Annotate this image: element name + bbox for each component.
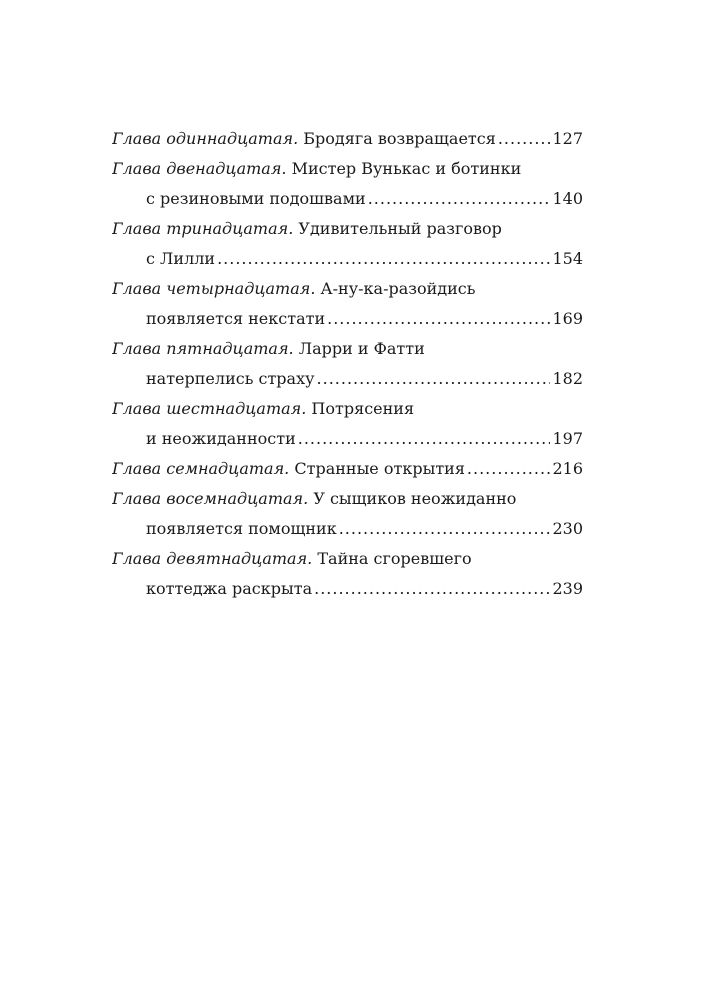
page-number: 154 xyxy=(552,249,583,268)
chapter-title: Удивительный разговор xyxy=(298,219,502,238)
chapter-title-continuation: коттеджа раскрыта xyxy=(146,579,313,598)
toc-entry[interactable] xyxy=(112,394,583,454)
dot-leader xyxy=(327,304,550,334)
chapter-title-continuation: появляется некстати xyxy=(146,309,326,328)
page-number: 230 xyxy=(552,519,583,538)
chapter-title-continuation: появляется помощник xyxy=(146,519,337,538)
page-number: 169 xyxy=(552,309,583,328)
chapter-title: Бродяга возвращается xyxy=(303,129,496,148)
chapter-number: Глава шестнадцатая. xyxy=(112,399,307,418)
toc-entry[interactable] xyxy=(112,124,583,154)
toc-entry[interactable] xyxy=(112,214,583,274)
chapter-number: Глава двенадцатая. xyxy=(112,159,287,178)
chapter-title-continuation: и неожиданности xyxy=(146,429,296,448)
chapter-number: Глава тринадцатая. xyxy=(112,219,294,238)
dot-leader xyxy=(368,184,551,214)
page-number: 182 xyxy=(552,369,583,388)
page-number: 239 xyxy=(552,579,583,598)
chapter-title: Ларри и Фатти xyxy=(298,339,425,358)
dot-leader xyxy=(298,424,551,454)
page-number: 197 xyxy=(552,429,583,448)
chapter-title: А-ну-ка-разойдись xyxy=(320,279,476,298)
dot-leader xyxy=(217,244,550,274)
table-of-contents xyxy=(112,124,583,604)
chapter-title: Странные открытия xyxy=(294,459,465,478)
dot-leader xyxy=(339,514,551,544)
toc-entry[interactable] xyxy=(112,334,583,394)
chapter-number: Глава восемнадцатая. xyxy=(112,489,309,508)
toc-entry[interactable] xyxy=(112,544,583,604)
toc-entry[interactable] xyxy=(112,454,583,484)
page-number: 216 xyxy=(552,459,583,478)
chapter-number: Глава семнадцатая. xyxy=(112,459,290,478)
dot-leader xyxy=(317,364,551,394)
toc-entry[interactable] xyxy=(112,274,583,334)
chapter-title-continuation: с Лилли xyxy=(146,249,216,268)
chapter-title-continuation: с резиновыми подошвами xyxy=(146,189,366,208)
chapter-number: Глава девятнадцатая. xyxy=(112,549,313,568)
dot-leader xyxy=(314,574,550,604)
page-number: 127 xyxy=(552,129,583,148)
chapter-number: Глава пятнадцатая. xyxy=(112,339,294,358)
chapter-title: Потрясения xyxy=(311,399,415,418)
toc-entry[interactable] xyxy=(112,484,583,544)
dot-leader xyxy=(498,124,551,154)
toc-entry[interactable] xyxy=(112,154,583,214)
page-number: 140 xyxy=(552,189,583,208)
chapter-title: Тайна сгоревшего xyxy=(317,549,472,568)
dot-leader xyxy=(467,454,551,484)
chapter-title: Мистер Вунькас и ботинки xyxy=(291,159,522,178)
chapter-number: Глава четырнадцатая. xyxy=(112,279,316,298)
chapter-number: Глава одиннадцатая. xyxy=(112,129,299,148)
chapter-title-continuation: натерпелись страху xyxy=(146,369,315,388)
chapter-title: У сыщиков неожиданно xyxy=(313,489,517,508)
